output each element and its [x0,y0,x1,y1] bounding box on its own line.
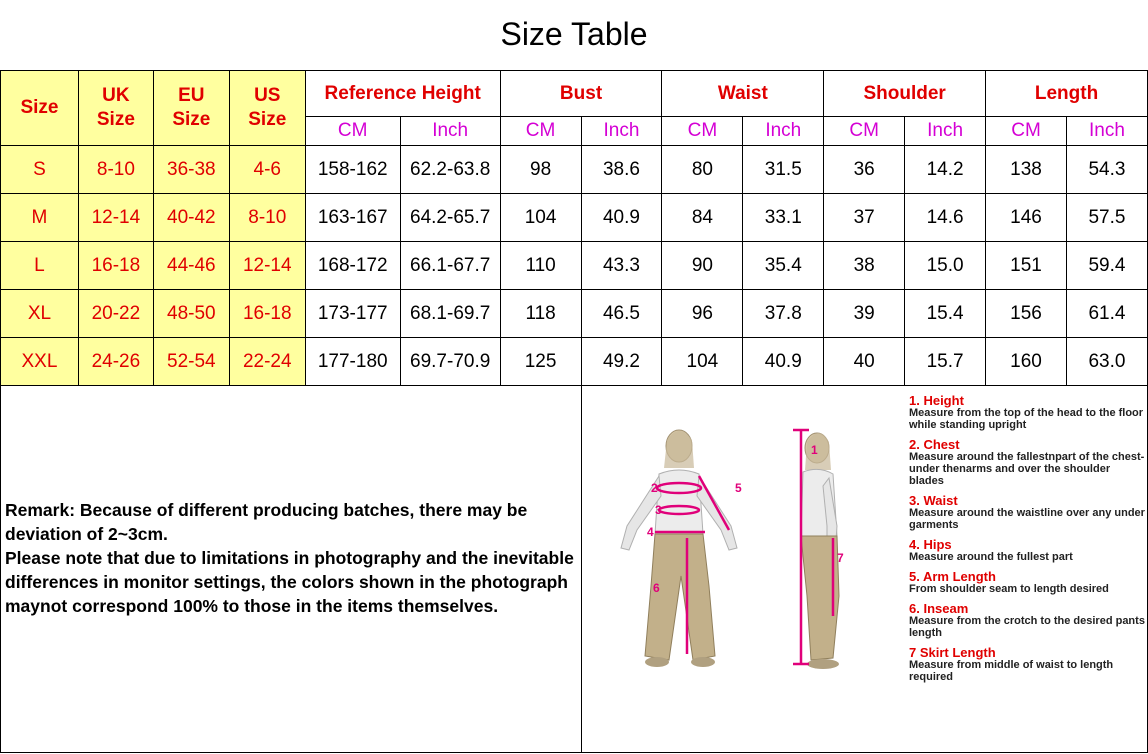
cell-us-size: 4-6 [229,146,305,194]
unit-length-inch: Inch [1066,117,1147,146]
cell-length-inch: 54.3 [1066,146,1147,194]
guide-item-hips [909,538,1145,563]
cell-size: XXL [1,338,79,386]
front-figure [621,430,737,667]
cell-waist-cm: 84 [662,194,743,242]
remark-text [5,498,577,618]
guide-text: Measure around the fullest part [909,551,1073,563]
unit-height-inch: Inch [400,117,500,146]
cell-shoulder-cm: 37 [824,194,905,242]
cell-shoulder-cm: 39 [824,290,905,338]
table-row [1,146,1148,194]
cell-shoulder-inch: 15.4 [905,290,986,338]
cell-bust-cm: 104 [500,194,581,242]
guide-text: Measure from the top of the head to the floor while standing upright [909,407,1144,431]
cell-bust-inch: 46.5 [581,290,662,338]
cell-height-cm: 168-172 [305,242,400,290]
cell-waist-cm: 80 [662,146,743,194]
cell-length-inch: 61.4 [1066,290,1147,338]
cell-shoulder-inch: 14.2 [905,146,986,194]
guide-text: Measure around the waistline over any under garments [909,507,1145,531]
cell-shoulder-cm: 38 [824,242,905,290]
guide-item-height [909,394,1145,431]
cell-length-inch: 59.4 [1066,242,1147,290]
table-row [1,194,1148,242]
cell-length-inch: 63.0 [1066,338,1147,386]
header-length: Length [986,71,1148,117]
header-uk-size [78,71,153,146]
cell-uk-size: 12-14 [78,194,153,242]
cell-bust-inch: 43.3 [581,242,662,290]
unit-shoulder-cm: CM [824,117,905,146]
cell-size: M [1,194,79,242]
cell-bust-cm: 110 [500,242,581,290]
cell-eu-size: 40-42 [153,194,229,242]
cell-bust-cm: 118 [500,290,581,338]
cell-waist-inch: 33.1 [743,194,824,242]
cell-height-cm: 158-162 [305,146,400,194]
table-row [1,338,1148,386]
cell-waist-inch: 35.4 [743,242,824,290]
guide-title: 1. Height [909,393,964,408]
guide-text: Measure from the crotch to the desired pants length [909,615,1145,639]
cell-height-cm: 173-177 [305,290,400,338]
cell-waist-cm: 96 [662,290,743,338]
cell-height-cm: 177-180 [305,338,400,386]
unit-shoulder-inch: Inch [905,117,986,146]
cell-us-size: 8-10 [229,194,305,242]
guide-title: 3. Waist [909,493,958,508]
header-uk-size-label: UK Size [96,85,135,130]
unit-length-cm: CM [986,117,1067,146]
cell-eu-size: 36-38 [153,146,229,194]
unit-waist-cm: CM [662,117,743,146]
cell-bust-inch: 40.9 [581,194,662,242]
cell-bust-cm: 125 [500,338,581,386]
cell-length-cm: 156 [986,290,1067,338]
cell-bust-cm: 98 [500,146,581,194]
figure-label-5: 5 [735,481,742,495]
cell-waist-cm: 90 [662,242,743,290]
cell-height-inch: 62.2-63.8 [400,146,500,194]
page-title: Size Table [500,16,648,52]
cell-height-inch: 66.1-67.7 [400,242,500,290]
header-size: Size [1,71,79,146]
cell-length-cm: 146 [986,194,1067,242]
figure-label-3: 3 [655,503,662,517]
guide-text: Measure from middle of waist to length required [909,659,1114,683]
cell-length-cm: 138 [986,146,1067,194]
cell-shoulder-inch: 15.7 [905,338,986,386]
cell-uk-size: 16-18 [78,242,153,290]
guide-item-chest [909,438,1145,487]
header-eu-size-label: EU Size [172,85,211,130]
figure-label-4: 4 [647,525,654,539]
header-us-size-label: US Size [248,85,287,130]
measurement-figure [597,426,897,726]
figure-label-7: 7 [837,551,844,565]
size-table [0,70,1148,386]
guide-item-inseam [909,602,1145,639]
guide-title: 6. Inseam [909,601,969,616]
cell-height-inch: 64.2-65.7 [400,194,500,242]
cell-bust-inch: 38.6 [581,146,662,194]
cell-eu-size: 44-46 [153,242,229,290]
cell-shoulder-cm: 40 [824,338,905,386]
cell-waist-inch: 40.9 [743,338,824,386]
remark-color-disclaimer: Please note that due to limitations in photography and the inevitable differences in monitor settings, the colors shown in the photograph maynot correspond 100% to those in the items themselves. [5,548,574,616]
cell-shoulder-cm: 36 [824,146,905,194]
cell-us-size: 22-24 [229,338,305,386]
figure-label-1: 1 [811,443,818,457]
cell-height-inch: 69.7-70.9 [400,338,500,386]
table-header-row [1,71,1148,117]
measurement-guide [909,394,1145,690]
remark-batch-deviation: Remark: Because of different producing batches, there may be deviation of 2~3cm. [5,500,528,544]
figure-label-6: 6 [653,581,660,595]
header-waist: Waist [662,71,824,117]
cell-length-cm: 151 [986,242,1067,290]
guide-title: 7 Skirt Length [909,645,996,660]
header-us-size [229,71,305,146]
guide-title: 4. Hips [909,537,952,552]
table-row [1,290,1148,338]
unit-bust-inch: Inch [581,117,662,146]
unit-height-cm: CM [305,117,400,146]
cell-size: XL [1,290,79,338]
cell-bust-inch: 49.2 [581,338,662,386]
guide-item-waist [909,494,1145,531]
header-bust: Bust [500,71,662,117]
guide-title: 5. Arm Length [909,569,996,584]
cell-waist-inch: 37.8 [743,290,824,338]
guide-title: 2. Chest [909,437,960,452]
cell-waist-cm: 104 [662,338,743,386]
figure-label-2: 2 [651,481,658,495]
cell-us-size: 16-18 [229,290,305,338]
cell-uk-size: 24-26 [78,338,153,386]
cell-size: S [1,146,79,194]
cell-height-inch: 68.1-69.7 [400,290,500,338]
cell-waist-inch: 31.5 [743,146,824,194]
cell-uk-size: 20-22 [78,290,153,338]
guide-item-skirt-length [909,646,1145,683]
panel-divider [581,386,582,752]
guide-text: Measure around the fallestnpart of the chest-under thenarms and over the shoulder blades [909,451,1145,487]
cell-length-cm: 160 [986,338,1067,386]
notes-panel [0,386,1148,753]
table-row [1,242,1148,290]
cell-size: L [1,242,79,290]
cell-length-inch: 57.5 [1066,194,1147,242]
guide-text: From shoulder seam to length desired [909,583,1109,595]
unit-bust-cm: CM [500,117,581,146]
cell-eu-size: 52-54 [153,338,229,386]
cell-us-size: 12-14 [229,242,305,290]
header-reference-height: Reference Height [305,71,500,117]
cell-shoulder-inch: 14.6 [905,194,986,242]
cell-uk-size: 8-10 [78,146,153,194]
cell-height-cm: 163-167 [305,194,400,242]
cell-eu-size: 48-50 [153,290,229,338]
cell-shoulder-inch: 15.0 [905,242,986,290]
unit-waist-inch: Inch [743,117,824,146]
header-shoulder: Shoulder [824,71,986,117]
guide-item-arm-length [909,570,1145,595]
header-eu-size [153,71,229,146]
